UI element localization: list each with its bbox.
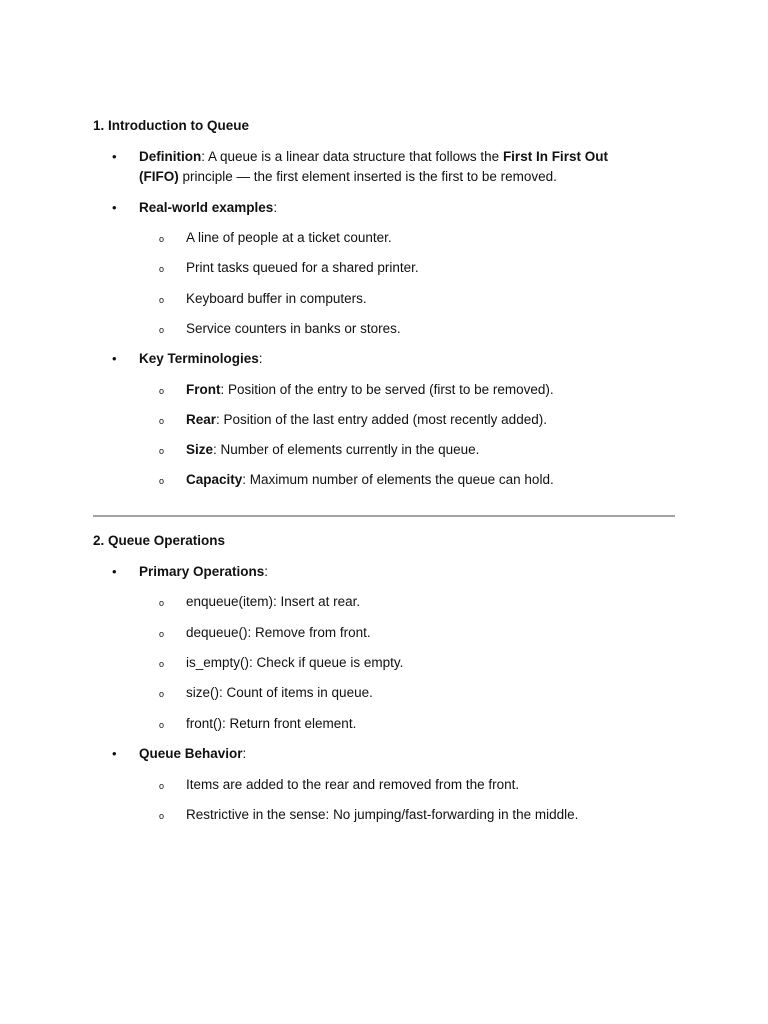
term-label: Front (186, 382, 221, 397)
sub-bullet-marker: o (159, 264, 165, 274)
definition-label: Definition (139, 149, 202, 164)
term-item-text (186, 470, 554, 490)
sub-bullet-marker: o (159, 386, 165, 396)
primary-operations-heading (139, 562, 268, 582)
sub-bullet-marker: o (159, 476, 165, 486)
sub-bullet-marker: o (159, 416, 165, 426)
sub-bullet-marker: o (159, 598, 165, 608)
term-desc: : Number of elements currently in the queue. (213, 442, 480, 457)
sub-bullet-marker: o (159, 446, 165, 456)
operation-item-text: dequeue(): Remove from front. (186, 625, 371, 640)
queue-behavior-colon: : (242, 746, 247, 761)
operation-item-text: size(): Count of items in queue. (186, 685, 373, 700)
terminologies-label: Key Terminologies (139, 351, 259, 366)
fifo-bold-a: First In First Out (502, 149, 608, 164)
bullet-marker: • (112, 351, 117, 366)
sub-bullet-marker: o (159, 720, 165, 730)
operation-item-text: front(): Return front element. (186, 716, 357, 731)
queue-behavior-label: Queue Behavior (139, 746, 243, 761)
sub-bullet-marker: o (159, 689, 165, 699)
bullet-marker: • (112, 564, 117, 579)
example-item-text: A line of people at a ticket counter. (186, 230, 392, 245)
behavior-item-text: Items are added to the rear and removed from the front. (186, 777, 520, 792)
primary-operations-colon: : (264, 564, 269, 579)
term-desc: : Position of the last entry added (most recently added). (216, 412, 547, 427)
operation-item-text: enqueue(item): Insert at rear. (186, 594, 361, 609)
bullet-marker: • (112, 149, 117, 164)
examples-heading (139, 198, 277, 218)
term-item-text (186, 440, 479, 460)
behavior-item-text: Restrictive in the sense: No jumping/fast-forwarding in the middle. (186, 807, 579, 822)
terminologies-colon: : (258, 351, 263, 366)
term-desc: : Position of the entry to be served (first to be removed). (220, 382, 554, 397)
bullet-marker: • (112, 200, 117, 215)
sub-bullet-marker: o (159, 781, 165, 791)
term-desc: : Maximum number of elements the queue can hold. (242, 472, 554, 487)
example-item-text: Service counters in banks or stores. (186, 321, 401, 336)
sub-bullet-marker: o (159, 659, 165, 669)
examples-label: Real-world examples (139, 200, 274, 215)
fifo-bold-b: (FIFO) (139, 169, 179, 184)
queue-behavior-heading (139, 744, 246, 764)
definition-body-b: principle — the first element inserted is the first to be removed. (178, 169, 557, 184)
term-label: Capacity (186, 472, 243, 487)
bullet-marker: • (112, 746, 117, 761)
horizontal-divider (93, 515, 675, 517)
sub-bullet-marker: o (159, 629, 165, 639)
definition-body-a: : A queue is a linear data structure that follows the (201, 149, 503, 164)
terminologies-heading (139, 349, 263, 369)
sub-bullet-marker: o (159, 295, 165, 305)
sub-bullet-marker: o (159, 811, 165, 821)
examples-colon: : (273, 200, 278, 215)
sub-bullet-marker: o (159, 234, 165, 244)
operation-item-text: is_empty(): Check if queue is empty. (186, 655, 404, 670)
term-label: Rear (186, 412, 217, 427)
example-item-text: Keyboard buffer in computers. (186, 291, 367, 306)
term-label: Size (186, 442, 214, 457)
sub-bullet-marker: o (159, 325, 165, 335)
example-item-text: Print tasks queued for a shared printer. (186, 260, 419, 275)
term-item-text (186, 380, 554, 400)
term-item-text (186, 410, 547, 430)
definition-text (139, 147, 675, 187)
section-1-heading: 1. Introduction to Queue (93, 118, 249, 133)
section-2-heading: 2. Queue Operations (93, 533, 226, 548)
primary-operations-label: Primary Operations (139, 564, 265, 579)
